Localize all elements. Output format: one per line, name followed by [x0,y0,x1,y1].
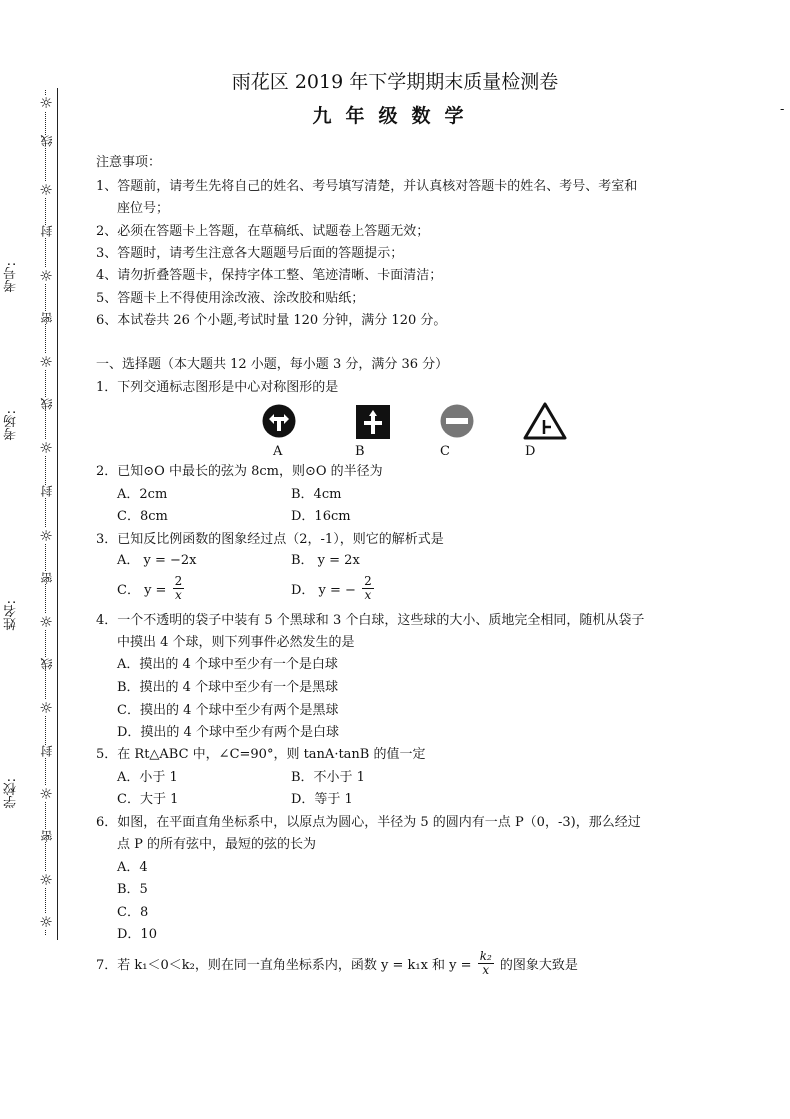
question-6-stem: 6．如图，在平面直角坐标系中，以原点为圆心，半径为 5 的圆内有一点 P（0，-3)，那么经过 [96,815,641,830]
seal-word-secret: 密 [40,312,54,324]
question-5-option-c: C．大于 1 [117,792,179,807]
question-2-stem: 2．已知⊙O 中最长的弦为 8cm，则⊙O 的半径为 [96,464,383,479]
question-3-option-d [291,575,376,602]
sun-icon: ☼ [39,439,53,457]
question-6-stem-cont: 点 P 的所有弦中，最短的弦的长为 [117,837,317,852]
fraction-denominator: x [175,588,182,602]
seal-word-line: 线 [40,135,54,147]
sun-icon: ☼ [39,871,53,889]
notice-item: 4、请勿折叠答题卡，保持字体工整、笔迹清晰、卡面清洁； [96,268,443,283]
option-label-b: B [355,444,365,459]
traffic-sign-b-image [356,405,390,439]
sun-icon: ☼ [39,913,53,931]
fraction [478,950,494,977]
seal-word-secret: 密 [40,830,54,842]
question-7-stem-end: 的图象大致是 [499,958,578,973]
notice-item: 座位号； [117,201,170,216]
exam-subtitle: 九年级数学 [312,105,478,127]
seal-word-seal: 封 [40,225,54,237]
sun-icon: ☼ [39,94,53,112]
section-heading: 一、选择题（本大题共 12 小题，每小题 3 分，满分 36 分） [96,357,449,372]
notice-heading: 注意事项： [96,155,162,170]
seal-word-secret: 密 [40,572,54,584]
question-6-option-b: B．5 [117,882,148,897]
fraction-numerator: 2 [364,574,372,588]
sun-icon: ☼ [39,181,53,199]
fraction-numerator: k₂ [479,949,492,963]
name-label: 姓名: [4,600,19,631]
question-6-option-a: A．4 [117,860,148,875]
question-4-stem: 4．一个不透明的袋子中装有 5 个黑球和 3 个白球，这些球的大小、质地完全相同，随机从袋子 [96,613,645,628]
question-5-option-d: D．等于 1 [291,792,353,807]
question-3-option-c [117,575,186,602]
sun-icon: ☼ [39,785,53,803]
seal-word-line: 线 [40,398,54,410]
option-label-c: C [440,444,450,459]
sun-icon: ☼ [39,527,53,545]
seal-word-line: 线 [40,658,54,670]
binding-line-dotted [45,90,46,935]
question-6-option-d: D．10 [117,927,157,942]
exam-room-label: 考场: [4,410,19,441]
traffic-sign-a-image [262,404,296,438]
fraction-denominator: x [482,963,490,977]
question-4-option-b: B．摸出的 4 个球中至少有一个是黑球 [117,680,339,695]
question-7-stem [96,950,578,977]
sun-icon: ☼ [39,267,53,285]
question-3-option-b: B． y = 2x [291,553,360,568]
fraction-numerator: 2 [174,574,183,588]
question-2-option-c: C．8cm [117,509,168,524]
notice-item: 2、必须在答题卡上答题，在草稿纸、试题卷上答题无效； [96,224,430,239]
binding-margin [0,0,70,1119]
seal-word-seal: 封 [40,745,54,757]
option-label-d: D [525,444,536,459]
option-label-a: A [273,444,283,459]
question-4-option-c: C．摸出的 4 个球中至少有两个是黑球 [117,703,339,718]
traffic-sign-d-image [523,402,567,440]
question-1-stem: 1．下列交通标志图形是中心对称图形的是 [96,380,339,395]
question-2-option-d: D．16cm [291,509,351,524]
exam-number-label: 考号: [4,262,19,293]
question-7-stem-start: 7．若 k₁＜0＜k₂，则在同一直角坐标系内，函数 y = k₁x 和 y = [96,958,472,973]
question-5-stem: 5．在 Rt△ABC 中，∠C=90°，则 tanA·tanB 的值一定 [96,747,426,762]
sun-icon: ☼ [39,613,53,631]
question-2-option-b: B．4cm [291,487,342,502]
fraction [362,575,374,602]
question-5-option-a: A．小于 1 [117,770,178,785]
notice-item: 6、本试卷共 26 个小题,考试时量 120 分钟，满分 120 分。 [96,313,447,328]
exam-title: 雨花区 2019 年下学期期末质量检测卷 [231,71,559,93]
question-6-option-c: C．8 [117,905,149,920]
question-3-stem: 3．已知反比例函数的图象经过点（2，-1），则它的解析式是 [96,532,444,547]
notice-item: 5、答题卡上不得使用涂改液、涂改胶和贴纸； [96,291,365,306]
question-4-stem-cont: 中摸出 4 个球，则下列事件必然发生的是 [117,635,355,650]
option-prefix: D． y = − [291,583,356,598]
question-4-option-d: D．摸出的 4 个球中至少有两个是白球 [117,725,339,740]
binding-line-solid [57,88,58,940]
notice-item: 1、答题前，请考生先将自己的姓名、考号填写清楚，并认真核对答题卡的姓名、考号、考室和 [96,179,638,194]
fraction [173,575,185,602]
question-3-option-a: A． y = −2x [117,553,197,568]
option-prefix: C． y = [117,583,167,598]
fraction-denominator: x [364,588,372,602]
question-5-option-b: B．不小于 1 [291,770,365,785]
notice-item: 3、答题时，请考生注意各大题题号后面的答题提示； [96,246,404,261]
page-edge-dash: - [780,102,785,117]
question-2-option-a: A．2cm [117,487,168,502]
question-4-option-a: A．摸出的 4 个球中至少有一个是白球 [117,657,338,672]
sun-icon: ☼ [39,699,53,717]
school-label: 学校: [4,778,19,809]
traffic-sign-c-image [440,404,474,438]
sun-icon: ☼ [39,353,53,371]
seal-word-seal: 封 [40,485,54,497]
